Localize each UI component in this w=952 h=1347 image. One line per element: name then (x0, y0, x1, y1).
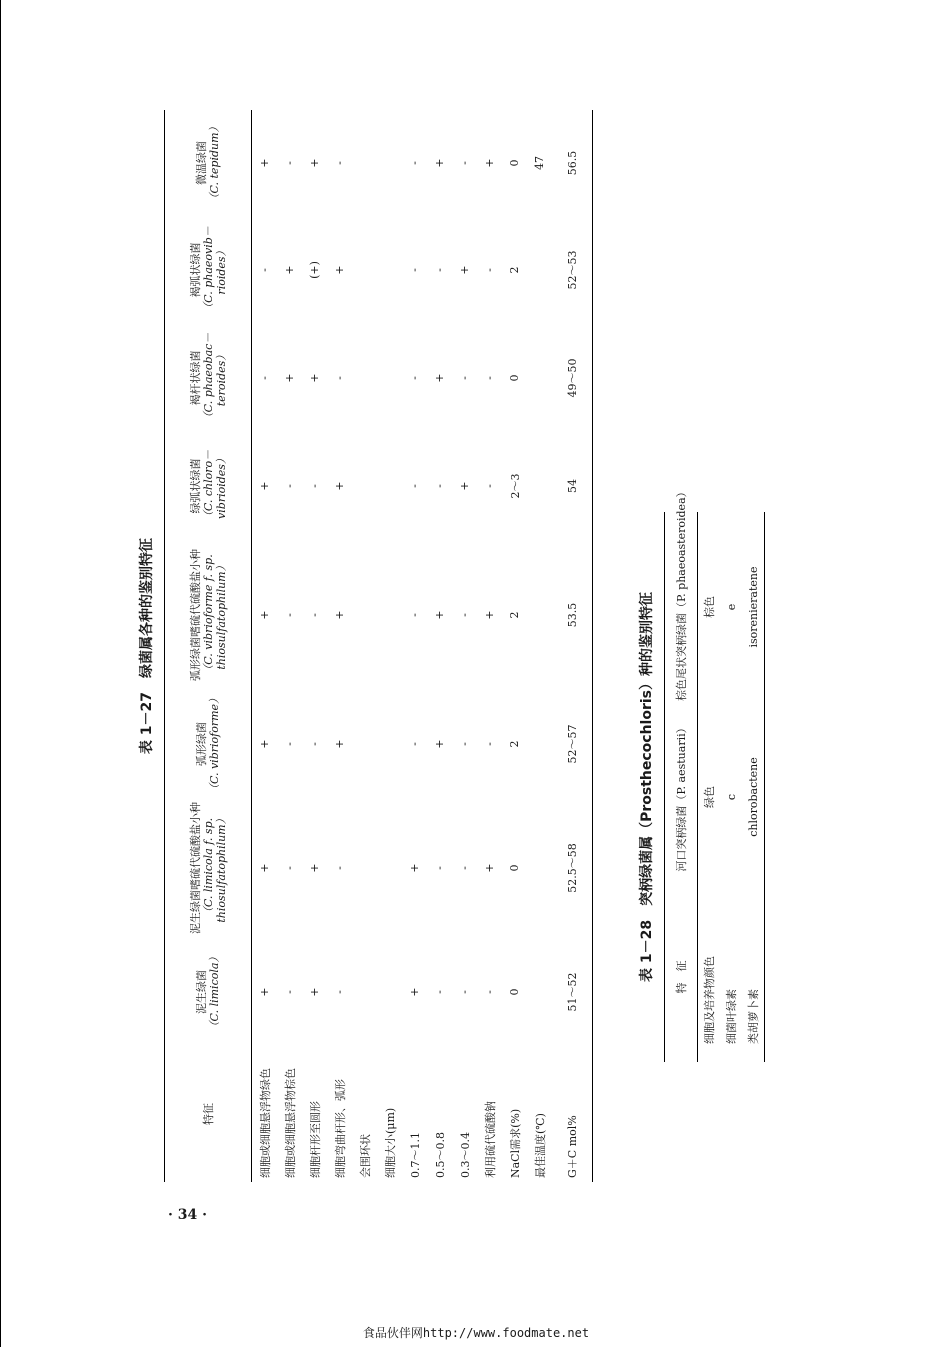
table-1-28 (664, 486, 765, 1062)
table-cell: + (308, 158, 321, 168)
table-cell: 54 (552, 432, 593, 540)
table-cell: - (433, 866, 446, 870)
table-cell: 2～3 (508, 473, 522, 499)
table-cell: + (408, 863, 421, 873)
table-cell: - (483, 376, 496, 380)
table-cell: - (483, 268, 496, 272)
table-cell (377, 432, 402, 540)
table-cell (377, 690, 402, 798)
table-cell: - (458, 990, 471, 994)
table-cell (377, 216, 402, 324)
row-feature: 细胞弯曲杆形、弧形 (333, 1079, 347, 1178)
table-cell: - (283, 990, 296, 994)
table-cell: + (258, 987, 271, 997)
column-header-sci: （C. phaeobac－teroides） (201, 332, 228, 424)
row-feature: 类胡萝卜素 (742, 892, 765, 1062)
table-cell: + (433, 610, 446, 620)
table-row (527, 110, 552, 1182)
table-cell: + (308, 987, 321, 997)
column-header-sci: （C. limicola f. sp. thiosulfatophilum） (201, 813, 228, 923)
row-feature: 细胞杆形至圆形 (308, 1101, 322, 1178)
row-feature: 细胞大小(μm) (383, 1107, 397, 1178)
table-1-27 (164, 110, 593, 1182)
table-cell (352, 540, 377, 690)
table-cell: (+) (308, 261, 321, 279)
row-feature: 0.3～0.4 (458, 1132, 472, 1178)
row-feature: 细菌叶绿素 (725, 989, 738, 1044)
table-cell: - (433, 484, 446, 488)
table-cell: - (408, 484, 421, 488)
table-cell: + (333, 739, 346, 749)
column-header-sci: （C. limicola） (208, 951, 221, 1033)
column-header-name: 褐弧状绿菌 (188, 242, 202, 298)
page-number: · 34 · (168, 1207, 207, 1223)
table-1-28-header-row (665, 512, 698, 1062)
table-cell (527, 938, 552, 1046)
table-cell: 47 (533, 156, 546, 170)
table-cell: - (283, 484, 296, 488)
table-cell: + (433, 373, 446, 383)
table-cell: - (458, 161, 471, 165)
table-1-27-body (252, 110, 593, 1182)
table-cell: + (308, 373, 321, 383)
table-cell: 52～53 (552, 216, 593, 324)
row-feature: 0.7～1.1 (408, 1132, 422, 1178)
table-cell (352, 216, 377, 324)
column-header (165, 690, 252, 798)
column-header-sci: （C. chloro－vibrioides） (201, 449, 228, 523)
row-feature: 利用硫代硫酸钠 (483, 1101, 497, 1178)
table-cell: + (408, 987, 421, 997)
table-cell: isorenieratene (742, 512, 765, 702)
table-cell (527, 798, 552, 938)
table-cell (527, 432, 552, 540)
table-cell: - (308, 613, 321, 617)
table-row (302, 110, 327, 1182)
table-cell: + (458, 265, 471, 275)
table-cell: 2 (508, 611, 521, 619)
table-cell (377, 540, 402, 690)
table-row (252, 110, 278, 1182)
table-cell: + (258, 481, 271, 491)
table-cell (377, 110, 402, 216)
table-row (427, 110, 452, 1182)
column-header-sci: （C. vibrioforme） (208, 692, 221, 796)
column-header (165, 324, 252, 432)
table-cell: 56.5 (552, 110, 593, 216)
table-cell: 52.5～58 (552, 798, 593, 938)
table-cell: - (308, 742, 321, 746)
table-cell: - (333, 990, 346, 994)
table-row (552, 110, 593, 1182)
column-header-sci: （C. tepidum） (208, 121, 221, 205)
table-cell: 52～57 (552, 690, 593, 798)
row-feature: 0.5～0.8 (433, 1132, 447, 1178)
table-1-27-header-row (165, 110, 252, 1182)
table-cell: + (333, 265, 346, 275)
table-cell: + (458, 481, 471, 491)
table-cell: + (333, 610, 346, 620)
column-header-sci: （C. phaeovib－rioides） (201, 226, 228, 314)
table-1-27-container (130, 110, 580, 1182)
page-left-border (0, 0, 1, 1347)
column-header (165, 216, 252, 324)
table-cell: 0 (508, 864, 521, 872)
table-cell: 2 (508, 266, 521, 274)
table-row (277, 110, 302, 1182)
table-row (742, 512, 765, 1062)
table-cell: - (408, 613, 421, 617)
table-1-28-container (630, 486, 760, 1062)
table-cell: - (483, 484, 496, 488)
table-cell (527, 324, 552, 432)
table-cell: - (408, 268, 421, 272)
column-header: 河口突柄绿菌（P. aestuarii） (665, 702, 698, 892)
table-cell: - (433, 990, 446, 994)
column-header-name: 微温绿菌 (195, 141, 208, 185)
table-row (698, 512, 721, 1062)
column-header-name: 弧形绿菌嗜硫代硫酸盐小种 (188, 549, 202, 681)
table-cell: 0 (508, 374, 521, 382)
table-row (377, 110, 402, 1182)
row-feature: 会围环状 (358, 1134, 372, 1178)
table-row (477, 110, 502, 1182)
table-cell: 51～52 (552, 938, 593, 1046)
row-feature: 细胞及培养物颜色 (703, 956, 716, 1044)
table-cell: - (258, 376, 271, 380)
table-cell (527, 540, 552, 690)
table-row (502, 110, 527, 1182)
table-cell: - (283, 613, 296, 617)
table-cell: - (408, 161, 421, 165)
column-header-name: 泥生绿菌 (195, 970, 208, 1014)
column-header-name: 泥生绿菌嗜硫代硫酸盐小种 (188, 802, 202, 934)
row-feature: 最佳温度(℃) (533, 1113, 547, 1178)
column-header (165, 540, 252, 690)
table-cell: + (433, 158, 446, 168)
table-cell: + (308, 863, 321, 873)
table-cell: - (283, 742, 296, 746)
table-cell: 53.5 (552, 540, 593, 690)
table-cell: - (283, 866, 296, 870)
table-cell: - (333, 376, 346, 380)
table-cell: - (283, 161, 296, 165)
table-cell: + (433, 739, 446, 749)
header-feature: 特征 (165, 1046, 252, 1182)
table-cell: - (258, 268, 271, 272)
table-cell: - (458, 613, 471, 617)
column-header-sci: （C. vibrioforme f. sp. thiosulfatophilum） (201, 554, 228, 676)
table-cell: - (333, 866, 346, 870)
table-cell: + (483, 610, 496, 620)
row-feature: NaCl需求(%) (508, 1108, 522, 1178)
table-cell (377, 324, 402, 432)
table-cell (527, 216, 552, 324)
table-cell: 0 (508, 988, 521, 996)
table-cell: c (724, 793, 738, 801)
column-header (165, 432, 252, 540)
table-cell: - (483, 742, 496, 746)
table-cell: + (258, 739, 271, 749)
table-cell: + (333, 481, 346, 491)
table-1-27-caption: 表 1－27 绿菌属各种的鉴别特征 (139, 537, 155, 755)
row-feature: G＋C mol% (552, 1046, 593, 1182)
table-cell (352, 938, 377, 1046)
column-header (165, 110, 252, 216)
table-cell (352, 432, 377, 540)
table-cell (352, 324, 377, 432)
column-header-name: 绿弧状绿菌 (188, 458, 202, 514)
table-cell (527, 690, 552, 798)
table-cell: + (483, 158, 496, 168)
table-cell: - (308, 484, 321, 488)
table-row (352, 110, 377, 1182)
table-row (402, 110, 427, 1182)
column-header-name: 弧形绿菌 (195, 722, 208, 766)
table-cell: 绿色 (703, 786, 716, 808)
table-cell: + (258, 863, 271, 873)
table-row (452, 110, 477, 1182)
table-cell (377, 938, 402, 1046)
table-cell: 2 (508, 740, 521, 748)
table-cell: - (483, 990, 496, 994)
table-cell: 49～50 (552, 324, 593, 432)
column-header: 棕色尾状突柄绿菌（P. phaeoasteroidea） (665, 512, 698, 702)
column-header (165, 798, 252, 938)
table-row (720, 512, 742, 1062)
table-cell: + (283, 373, 296, 383)
table-cell: + (283, 265, 296, 275)
table-cell: 棕色 (703, 596, 716, 618)
table-cell (352, 110, 377, 216)
table-1-28-body (698, 512, 765, 1062)
table-cell: 0 (508, 159, 521, 167)
table-cell: + (258, 610, 271, 620)
table-cell: - (408, 742, 421, 746)
table-cell: - (458, 866, 471, 870)
table-cell: + (483, 863, 496, 873)
row-feature: 细胞或细胞悬浮物绿色 (258, 1068, 272, 1178)
table-row (327, 110, 352, 1182)
table-cell: - (433, 268, 446, 272)
table-cell (352, 690, 377, 798)
table-1-28-caption: 表 1－28 突柄绿菌属（Prosthecochloris）种的鉴别特征 (639, 592, 655, 983)
table-cell: - (458, 742, 471, 746)
column-header (165, 938, 252, 1046)
table-cell: chlorobactene (742, 702, 765, 892)
header-feature: 特 征 (665, 892, 698, 1062)
table-cell (377, 798, 402, 938)
column-header-name: 褐杆状绿菌 (188, 350, 202, 406)
footer-source: 食品伙伴网http://www.foodmate.net (362, 1326, 590, 1340)
table-cell: - (408, 376, 421, 380)
table-cell: + (258, 158, 271, 168)
row-feature: 细胞或细胞悬浮物棕色 (283, 1068, 297, 1178)
table-cell: - (333, 161, 346, 165)
table-cell: - (458, 376, 471, 380)
table-cell: e (724, 603, 738, 611)
table-cell (352, 798, 377, 938)
